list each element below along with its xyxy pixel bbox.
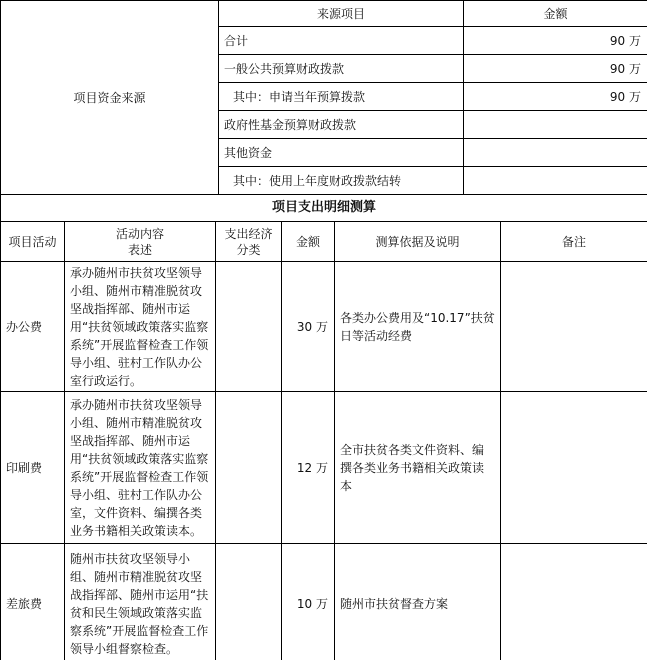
remark-cell (501, 544, 647, 660)
col-activity-header: 项目活动 (1, 222, 65, 262)
source-item-header: 来源项目 (219, 1, 464, 27)
funding-source-table (0, 0, 647, 195)
amount-cell: 10 万 (282, 544, 335, 660)
expense-row (1, 392, 647, 544)
content-cell: 随州市扶贫攻坚领导小组、随州市精准脱贫攻坚战指挥部、随州市运用“扶贫和民生领域政策落实监察系统”开展监督检查工作领导小组督察检查。 (65, 544, 216, 660)
source-carryover-amount (464, 167, 647, 195)
col-remark-header: 备注 (501, 222, 647, 262)
activity-cell: 差旅费 (1, 544, 65, 660)
basis-cell: 全市扶贫各类文件资料、编撰各类业务书籍相关政策读本 (335, 392, 501, 544)
col-econ-class-header: 支出经济 分类 (216, 222, 282, 262)
amount-cell: 30 万 (282, 262, 335, 392)
col-basis-header: 测算依据及说明 (335, 222, 501, 262)
econ-class-cell (216, 262, 282, 392)
source-current-year-label: 其中：申请当年预算拨款 (219, 83, 464, 111)
expense-detail-table (0, 194, 647, 660)
basis-cell: 各类办公费用及“10.17”扶贫日等活动经费 (335, 262, 501, 392)
expense-row (1, 544, 647, 660)
source-general-budget-amount: 90 万 (464, 55, 647, 83)
source-other-amount (464, 139, 647, 167)
source-total-amount: 90 万 (464, 27, 647, 55)
amount-header: 金额 (464, 1, 647, 27)
content-cell: 承办随州市扶贫攻坚领导小组、随州市精准脱贫攻坚战指挥部、随州市运用“扶贫领域政策落实监察系统”开展监督检查工作领导小组、驻村工作队办公室，文件资料、编撰各类业务书籍相关政策读本。 (65, 392, 216, 544)
funding-source-label: 项目资金来源 (1, 1, 219, 195)
remark-cell (501, 392, 647, 544)
basis-cell: 随州市扶贫督查方案 (335, 544, 501, 660)
expense-title: 项目支出明细测算 (1, 195, 647, 222)
source-general-budget-label: 一般公共预算财政拨款 (219, 55, 464, 83)
col-amount-header: 金额 (282, 222, 335, 262)
source-current-year-amount: 90 万 (464, 83, 647, 111)
expense-row (1, 262, 647, 392)
econ-class-cell (216, 392, 282, 544)
content-cell: 承办随州市扶贫攻坚领导小组、随州市精准脱贫攻坚战指挥部、随州市运用“扶贫领域政策落实监察系统”开展监督检查工作领导小组、驻村工作队办公室行政运行。 (65, 262, 216, 392)
remark-cell (501, 262, 647, 392)
source-carryover-label: 其中：使用上年度财政拨款结转 (219, 167, 464, 195)
col-content-header: 活动内容 表述 (65, 222, 216, 262)
activity-cell: 印刷费 (1, 392, 65, 544)
source-other-label: 其他资金 (219, 139, 464, 167)
amount-cell: 12 万 (282, 392, 335, 544)
source-gov-fund-label: 政府性基金预算财政拨款 (219, 111, 464, 139)
econ-class-cell (216, 544, 282, 660)
source-total-label: 合计 (219, 27, 464, 55)
source-gov-fund-amount (464, 111, 647, 139)
activity-cell: 办公费 (1, 262, 65, 392)
